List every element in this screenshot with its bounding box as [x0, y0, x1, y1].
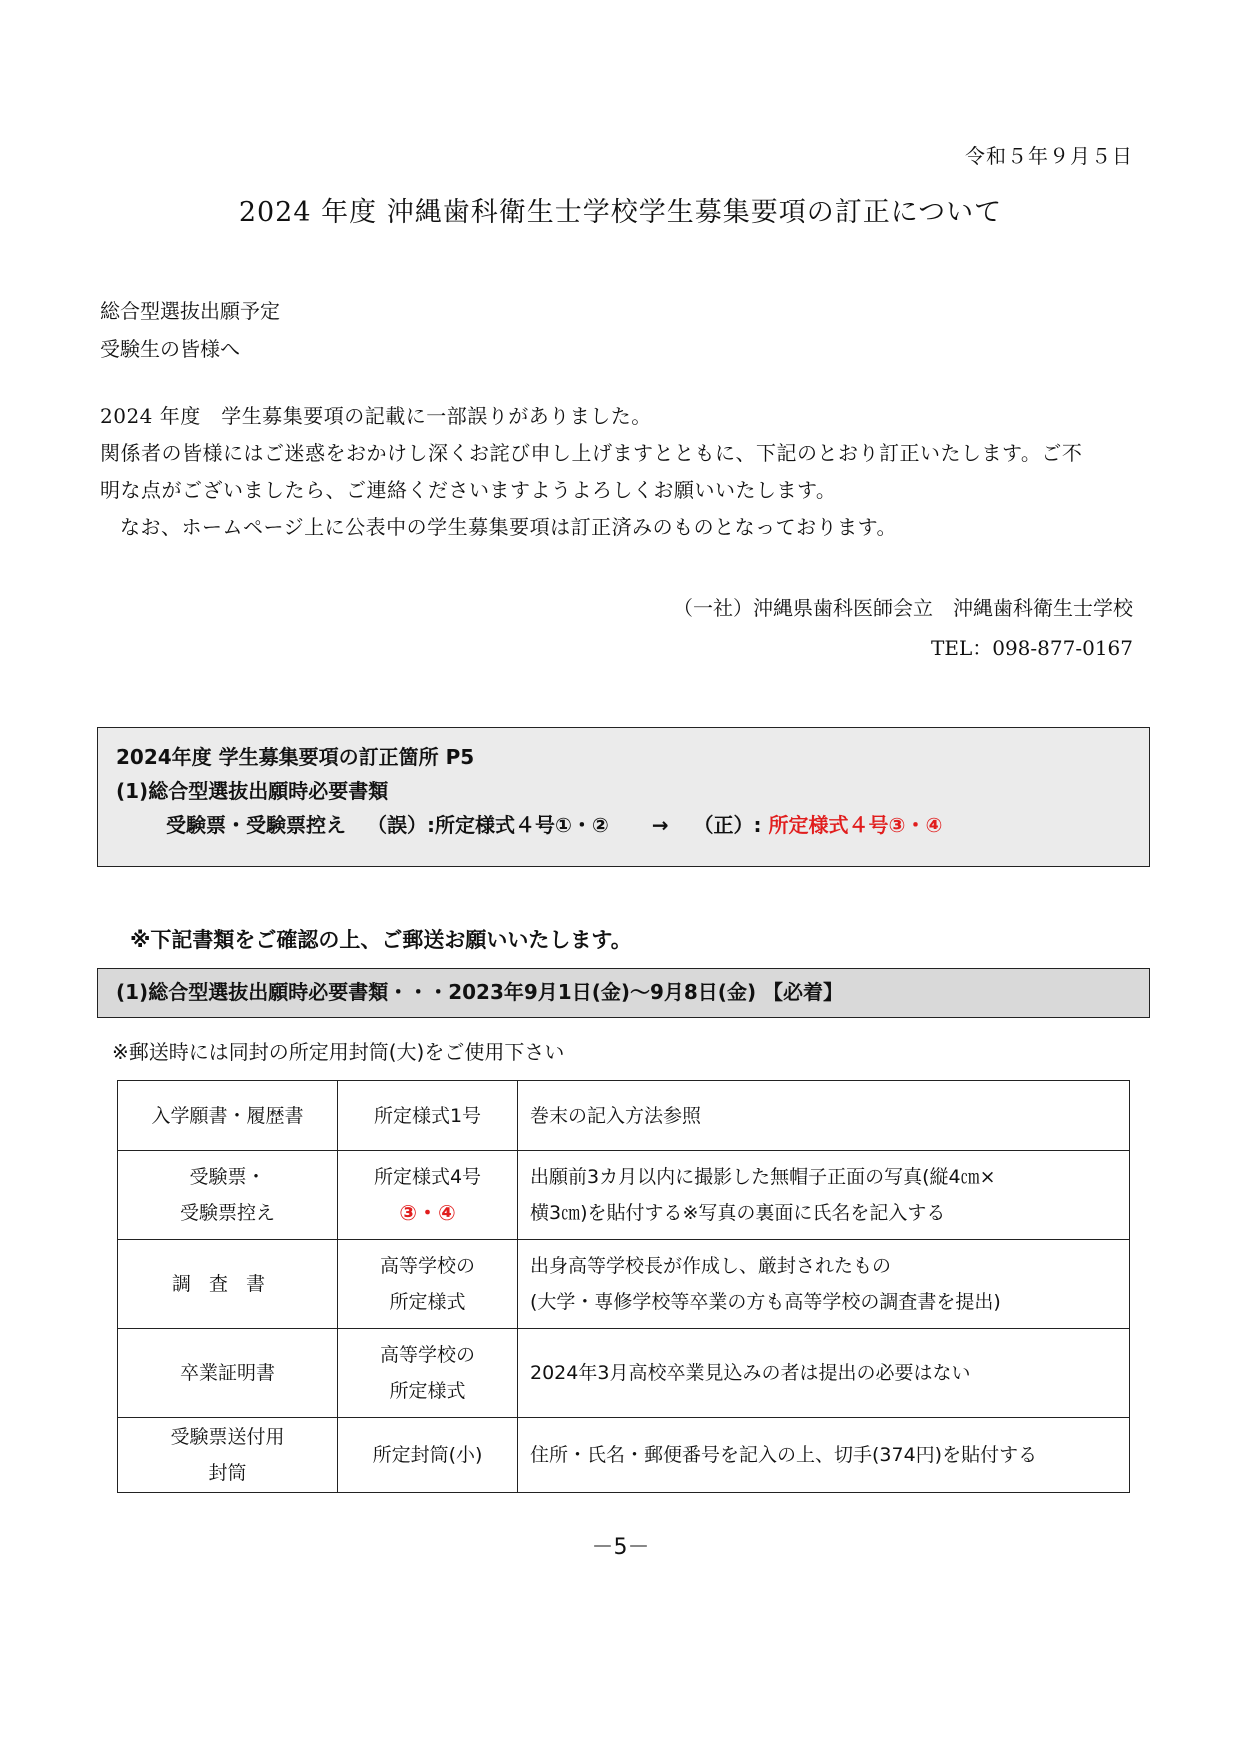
doc-name-cell: 卒業証明書: [118, 1329, 338, 1418]
doc-name-cell: 受験票・ 受験票控え: [118, 1151, 338, 1240]
section-title-bar: (1)総合型選抜出願時必要書類・・・2023年9月1日(金)～9月8日(金) 【必着】: [97, 968, 1150, 1018]
description-cell: 巻末の記入方法参照: [518, 1081, 1130, 1151]
body-paragraph: 明な点がございましたら、ご連絡くださいますようよろしくお願いいたします。: [100, 478, 837, 502]
description-cell: 出願前3カ月以内に撮影した無帽子正面の写真(縦4㎝× 横3㎝)を貼付する※写真の裏面に氏名を記入する: [518, 1151, 1130, 1240]
page-title: 2024 年度 沖縄歯科衛生士学校学生募集要項の訂正について: [238, 197, 1003, 228]
correction-box: [97, 727, 1150, 867]
confirmation-notice: ※下記書類をご確認の上、ご郵送お願いいたします。: [130, 928, 632, 952]
addressee: [100, 292, 280, 368]
correction-right-value: 所定様式４号③・④: [768, 813, 943, 837]
table-row: [118, 1418, 1130, 1493]
addressee-line: 総合型選抜出願予定: [100, 299, 280, 323]
correction-heading: 2024年度 学生募集要項の訂正箇所 P5: [116, 745, 475, 769]
doc-name-cell: 入学願書・履歴書: [118, 1081, 338, 1151]
arrow-right-icon: →: [651, 813, 669, 837]
table-row: [118, 1240, 1130, 1329]
form-cell: 所定様式4号 ③・④: [338, 1151, 518, 1240]
body-paragraph: 関係者の皆様にはご迷惑をおかけし深くお詫び申し上げますとともに、下記のとおり訂正いたします。ご不: [100, 441, 1083, 465]
doc-name-cell: 受験票送付用 封筒: [118, 1418, 338, 1493]
sender-tel: TEL：098-877-0167: [931, 636, 1133, 660]
description-cell: 2024年3月高校卒業見込みの者は提出の必要はない: [518, 1329, 1130, 1418]
correction-right-label: （正）:: [693, 813, 762, 837]
form-cell: 所定封筒(小): [338, 1418, 518, 1493]
description-cell: 住所・氏名・郵便番号を記入の上、切手(374円)を貼付する: [518, 1418, 1130, 1493]
form-cell: 高等学校の 所定様式: [338, 1329, 518, 1418]
mailing-note: ※郵送時には同封の所定用封筒(大)をご使用下さい: [112, 1040, 565, 1064]
correction-wrong: （誤）:所定様式４号①・②: [366, 813, 609, 837]
correction-section: (1)総合型選抜出願時必要書類: [116, 779, 389, 803]
body-text: [100, 398, 1140, 546]
doc-name-cell: 調査書: [118, 1240, 338, 1329]
body-paragraph: 2024 年度 学生募集要項の記載に一部誤りがありました。: [100, 404, 652, 428]
sender-organization: （一社）沖縄県歯科医師会立 沖縄歯科衛生士学校: [673, 596, 1133, 620]
table-row: [118, 1329, 1130, 1418]
description-cell: 出身高等学校長が作成し、厳封されたもの (大学・専修学校等卒業の方も高等学校の調査書を提出): [518, 1240, 1130, 1329]
table-row: [118, 1151, 1130, 1240]
form-cell: 所定様式1号: [338, 1081, 518, 1151]
corrected-form-mark: ③・④: [399, 1201, 456, 1225]
page-number: －5－: [591, 1535, 650, 1560]
correction-item: 受験票・受験票控え: [166, 813, 346, 837]
issue-date: 令和５年９月５日: [965, 144, 1133, 168]
form-cell: 高等学校の 所定様式: [338, 1240, 518, 1329]
correction-detail: [116, 808, 1131, 842]
addressee-line: 受験生の皆様へ: [100, 337, 240, 361]
table-row: [118, 1081, 1130, 1151]
required-documents-table: [117, 1080, 1130, 1493]
body-paragraph: なお、ホームページ上に公表中の学生募集要項は訂正済みのものとなっております。: [120, 515, 897, 539]
sender-block: [673, 588, 1133, 668]
